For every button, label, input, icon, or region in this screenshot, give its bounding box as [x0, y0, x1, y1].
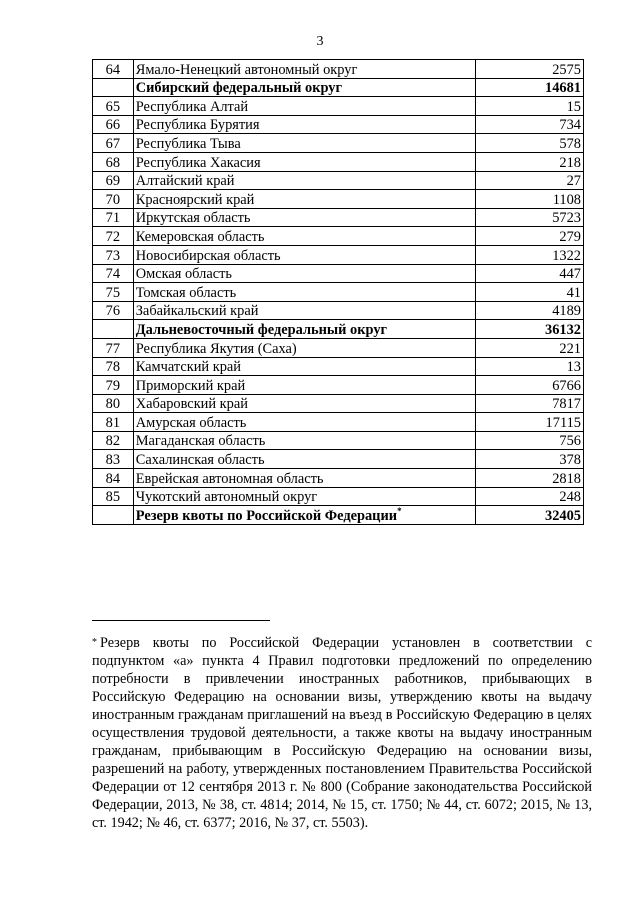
row-number: 72 [93, 227, 134, 246]
quota-value: 447 [475, 264, 583, 283]
table-row [93, 357, 584, 376]
region-name: Амурская область [135, 414, 247, 431]
row-number: 76 [93, 301, 134, 320]
region-name-cell [133, 208, 475, 227]
row-number: 80 [93, 394, 134, 413]
region-name-cell [133, 338, 475, 357]
table-row [93, 376, 584, 395]
table-row [93, 394, 584, 413]
region-name: Забайкальский край [135, 303, 259, 320]
row-number: 67 [93, 134, 134, 153]
row-number: 68 [93, 152, 134, 171]
region-name-cell [133, 190, 475, 209]
region-name-cell [133, 487, 475, 506]
quota-value: 378 [475, 450, 583, 469]
quota-value: 218 [475, 152, 583, 171]
region-name: Иркутская область [135, 210, 251, 227]
region-name: Республика Якутия (Саха) [135, 340, 297, 357]
footnote-divider [92, 620, 270, 621]
quota-table-body [93, 60, 584, 525]
table-row [93, 227, 584, 246]
region-name: Омская область [135, 266, 232, 283]
table-row [93, 208, 584, 227]
region-name: Алтайский край [135, 173, 235, 190]
quota-value: 248 [475, 487, 583, 506]
region-name-cell [133, 394, 475, 413]
quota-value: 2575 [475, 60, 583, 79]
quota-value: 734 [475, 115, 583, 134]
row-number: 71 [93, 208, 134, 227]
table-row [93, 115, 584, 134]
quota-value: 2818 [475, 469, 583, 488]
region-name: Сибирский федеральный округ [135, 80, 343, 97]
region-name: Республика Тыва [135, 135, 241, 152]
region-name: Республика Хакасия [135, 154, 261, 171]
row-number: 73 [93, 245, 134, 264]
quota-value: 15 [475, 97, 583, 116]
quota-value: 13 [475, 357, 583, 376]
table-row [93, 469, 584, 488]
region-name-cell [133, 115, 475, 134]
table-row [93, 283, 584, 302]
region-name-cell [133, 171, 475, 190]
table-row [93, 171, 584, 190]
table-row [93, 190, 584, 209]
region-name: Резерв квоты по Российской Федерации [135, 507, 398, 524]
region-name: Республика Алтай [135, 98, 249, 115]
region-name-cell [133, 60, 475, 79]
table-row-total [93, 506, 584, 525]
region-name-cell [133, 134, 475, 153]
row-number: 69 [93, 171, 134, 190]
region-name: Дальневосточный федеральный округ [135, 321, 388, 338]
quota-value: 221 [475, 338, 583, 357]
table-row [93, 264, 584, 283]
footnote [92, 634, 592, 832]
quota-table [92, 59, 584, 525]
row-number: 70 [93, 190, 134, 209]
region-name: Сахалинская область [135, 452, 265, 469]
row-number: 74 [93, 264, 134, 283]
table-row-total [93, 320, 584, 339]
table-row-total [93, 78, 584, 97]
row-number: 84 [93, 469, 134, 488]
region-name-cell [133, 413, 475, 432]
region-name-cell [133, 357, 475, 376]
row-number: 64 [93, 60, 134, 79]
quota-value: 41 [475, 283, 583, 302]
region-name-cell [133, 78, 475, 97]
region-name-cell [133, 431, 475, 450]
row-number: 65 [93, 97, 134, 116]
region-name-cell [133, 283, 475, 302]
table-row [93, 338, 584, 357]
quota-value: 32405 [475, 506, 583, 525]
region-name-cell [133, 450, 475, 469]
footnote-text: Резерв квоты по Российской Федерации установлен в соответствии с подпунктом «а» пункта 4 Правил подготовки предложений по определению потребности в привлечении иностранных работников, прибывающих в Российскую Федерацию на основании визы, утверждению квоты на выдачу иностранным гражданам приглашений на въезд в Российскую Федерацию в целях осуществления трудовой деятельности, а также квоты на выдачу иностранным гражданам, прибывающим в Российскую Федерацию на основании визы, разрешений на работу, утвержденных постановлением Правительства Российской Федерации от 12 сентября 2013 г. № 800 (Собрание законодательства Российской Федерации, 2013, № 38, ст. 4814; 2014, № 15, ст. 1750; № 44, ст. 6072; 2015, № 13, ст. 1942; № 46, ст. 6377; 2016, № 37, ст. 5503). [92, 635, 592, 831]
region-name-cell [133, 320, 475, 339]
region-name: Республика Бурятия [135, 117, 260, 134]
table-row [93, 152, 584, 171]
quota-value: 14681 [475, 78, 583, 97]
row-number: 82 [93, 431, 134, 450]
region-name: Кемеровская область [135, 228, 265, 245]
row-number: 81 [93, 413, 134, 432]
region-name: Ямало-Ненецкий автономный округ [135, 61, 358, 78]
region-name: Приморский край [135, 377, 246, 394]
row-number: 66 [93, 115, 134, 134]
quota-value: 1322 [475, 245, 583, 264]
quota-value: 1108 [475, 190, 583, 209]
region-name-cell [133, 506, 475, 525]
footnote-reference-mark: * [397, 506, 402, 517]
row-number [93, 506, 134, 525]
region-name-cell [133, 245, 475, 264]
region-name: Магаданская область [135, 433, 266, 450]
quota-value: 17115 [475, 413, 583, 432]
table-row [93, 450, 584, 469]
quota-value: 4189 [475, 301, 583, 320]
region-name-cell [133, 264, 475, 283]
table-row [93, 487, 584, 506]
table-row [93, 301, 584, 320]
region-name: Красноярский край [135, 191, 255, 208]
quota-value: 6766 [475, 376, 583, 395]
region-name: Хабаровский край [135, 396, 248, 413]
footnote-mark: * [92, 637, 97, 648]
quota-value: 578 [475, 134, 583, 153]
quota-value: 756 [475, 431, 583, 450]
table-row [93, 134, 584, 153]
table-row [93, 97, 584, 116]
region-name-cell [133, 469, 475, 488]
table-row [93, 245, 584, 264]
region-name-cell [133, 152, 475, 171]
region-name-cell [133, 97, 475, 116]
table-row [93, 431, 584, 450]
row-number [93, 78, 134, 97]
region-name-cell [133, 376, 475, 395]
row-number: 85 [93, 487, 134, 506]
region-name: Новосибирская область [135, 247, 281, 264]
row-number: 78 [93, 357, 134, 376]
page-number: 3 [316, 34, 324, 49]
quota-value: 27 [475, 171, 583, 190]
quota-value: 7817 [475, 394, 583, 413]
row-number [93, 320, 134, 339]
region-name: Камчатский край [135, 359, 241, 376]
quota-value: 279 [475, 227, 583, 246]
region-name: Чукотский автономный округ [135, 489, 318, 506]
row-number: 75 [93, 283, 134, 302]
row-number: 83 [93, 450, 134, 469]
region-name-cell [133, 227, 475, 246]
table-row [93, 413, 584, 432]
region-name-cell [133, 301, 475, 320]
table-row [93, 60, 584, 79]
quota-value: 5723 [475, 208, 583, 227]
row-number: 79 [93, 376, 134, 395]
row-number: 77 [93, 338, 134, 357]
quota-value: 36132 [475, 320, 583, 339]
region-name: Еврейская автономная область [135, 470, 324, 487]
region-name: Томская область [135, 284, 237, 301]
